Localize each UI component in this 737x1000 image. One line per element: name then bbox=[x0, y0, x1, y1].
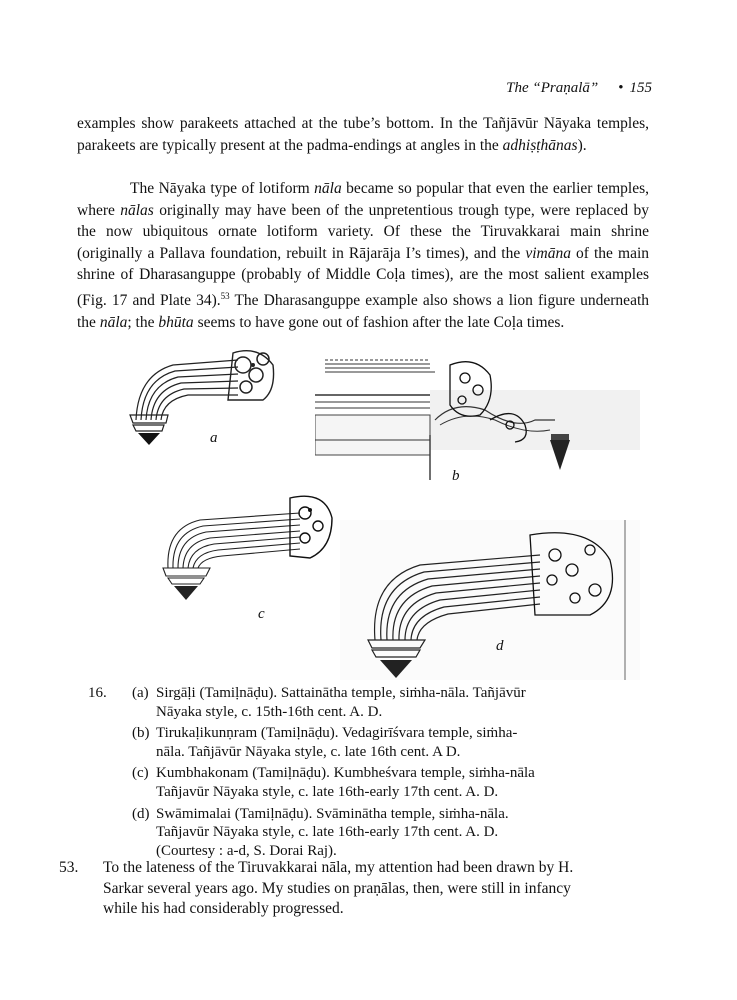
caption-items bbox=[132, 684, 648, 863]
text-run: of the main shrine of Dharasanguppe (probably of Middle Coḷa times), are the most salient examples (Fig. 17 and Plate 34). bbox=[77, 244, 650, 310]
italic-term: nāla bbox=[314, 180, 342, 197]
caption-item-c bbox=[132, 764, 648, 801]
caption-line: nāla. Tañjāvūr Nāyaka style, c. late 16th cent. A D. bbox=[156, 743, 461, 760]
caption-letter: (d) bbox=[132, 805, 150, 822]
text-run: The Dharasanguppe example also shows a lion figure underneath the bbox=[77, 292, 650, 331]
figure-number: 16. bbox=[88, 685, 107, 701]
caption-line: Tañjavūr Nāyaka style, c. late 16th-early 17th cent. A. D. bbox=[156, 783, 499, 800]
text-run: examples show parakeets attached at the tube’s bottom. In the Tañjāvūr Nāyaka temples, parakeets are typically present at the padma-endings at angles in the bbox=[77, 115, 649, 154]
caption-line: Kumbhakonam (Tamiḷnāḍu). Kumbheśvara temple, siṁha-nāla bbox=[156, 765, 535, 782]
page-number: 155 bbox=[629, 80, 652, 96]
caption-item-b bbox=[132, 724, 648, 761]
figure-label-c: c bbox=[258, 606, 265, 622]
footnote-reference[interactable]: 53 bbox=[220, 290, 230, 301]
header-separator: • bbox=[618, 80, 624, 96]
drawing-a-spout bbox=[128, 345, 278, 450]
caption-letter: (b) bbox=[132, 725, 150, 742]
footnote bbox=[59, 858, 649, 920]
footnote-line: while his had considerably progressed. bbox=[103, 900, 344, 918]
footnote-number: 53. bbox=[59, 859, 79, 876]
italic-term: nālas bbox=[120, 201, 154, 219]
running-title: The “Praṇalā” bbox=[506, 80, 599, 96]
footnote-line: To the lateness of the Tiruvakkarai nāla, my attention had been drawn by H. bbox=[103, 859, 574, 876]
figure-caption bbox=[88, 684, 648, 863]
paragraph-continued bbox=[77, 113, 649, 156]
figure-label-b: b bbox=[452, 468, 460, 484]
caption-line: (Courtesy : a-d, S. Dorai Raj). bbox=[156, 842, 337, 859]
caption-line: Nāyaka style, c. 15th-16th cent. A. D. bbox=[156, 703, 383, 720]
drawing-b-spout bbox=[315, 350, 640, 485]
caption-line: Tañjavūr Nāyaka style, c. late 16th-early 17th cent. A. D. bbox=[156, 824, 499, 841]
text-run: originally may have been of the unpretentious trough type, were replaced by the now ubiquitous ornate lotiform variety. Of these the Tiruvakkarai main shrine (originally a Pallava foundation, rebuilt in Rājarāja I’s times), and the bbox=[77, 201, 649, 262]
caption-letter: (c) bbox=[132, 765, 149, 782]
caption-line: Swāmimalai (Tamiḷnāḍu). Svāminātha temple, siṁha-nāla. bbox=[156, 805, 509, 822]
caption-line: Tirukaḷikunṇram (Tamiḷnāḍu). Vedagirīśvara temple, siṁha- bbox=[156, 725, 518, 742]
text-run: seems to have gone out of fashion after the late Coḷa times. bbox=[193, 313, 565, 331]
footnote-line: Sarkar several years ago. My studies on praṇālas, then, were still in infancy bbox=[103, 879, 571, 897]
drawing-c-spout bbox=[160, 488, 335, 603]
figure-label-a: a bbox=[210, 430, 218, 446]
text-run: became so popular that even the earlier temples, where bbox=[77, 180, 649, 219]
italic-term: nāla bbox=[99, 313, 128, 331]
italic-term: vimāna bbox=[525, 244, 571, 262]
running-header bbox=[506, 80, 652, 97]
figure-label-d: d bbox=[496, 638, 504, 654]
caption-line: Sirgāḷi (Tamiḷnāḍu). Sattainātha temple, siṁha-nāla. Tañjāvūr bbox=[156, 685, 526, 701]
text-run: ; the bbox=[127, 313, 159, 331]
text-run: ). bbox=[577, 136, 587, 154]
drawing-d-spout bbox=[340, 520, 640, 680]
italic-term: bhūta bbox=[158, 313, 194, 331]
italic-term: adhiṣṭhānas bbox=[502, 136, 578, 154]
caption-letter: (a) bbox=[132, 685, 149, 701]
text-run: The Nāyaka type of lotiform bbox=[130, 180, 315, 197]
paragraph-nayaka-type bbox=[77, 178, 649, 333]
caption-item-a bbox=[132, 684, 648, 721]
caption-item-d bbox=[132, 805, 648, 861]
